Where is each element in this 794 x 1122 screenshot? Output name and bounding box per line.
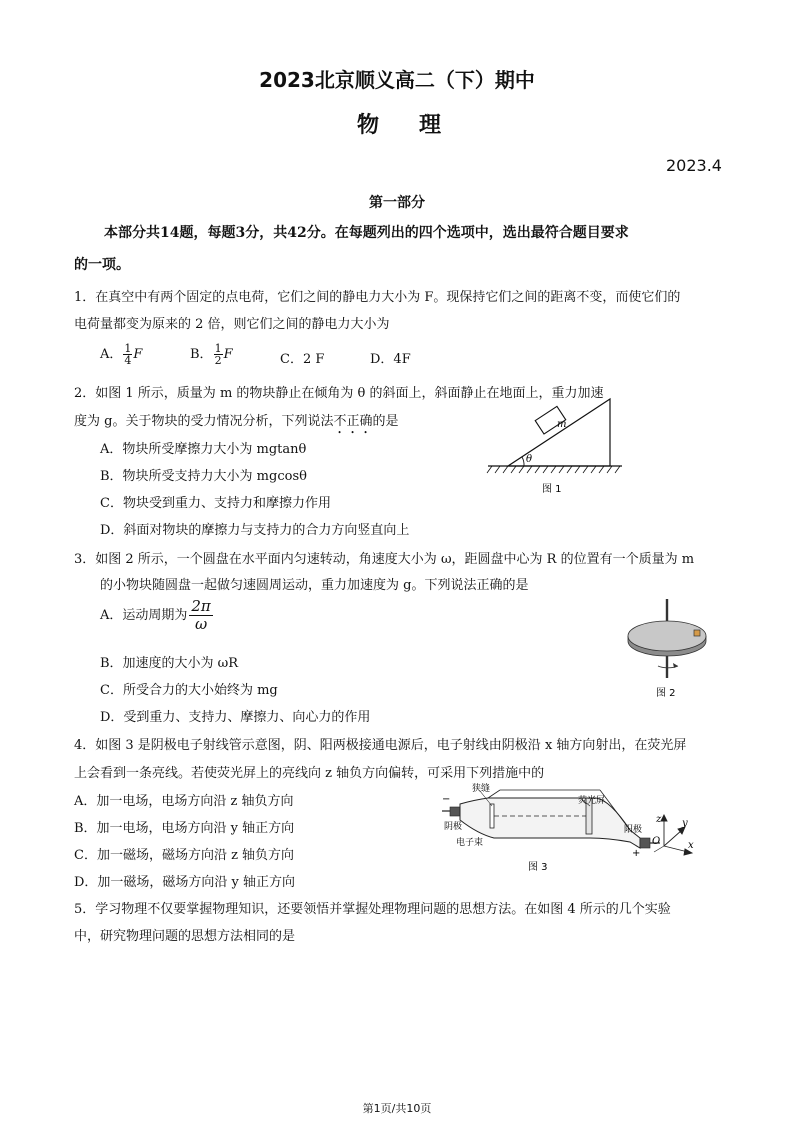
q3-option-d: D．受到重力、支持力、摩擦力、向心力的作用 — [100, 710, 371, 725]
q1-option-a-unit: F — [133, 347, 143, 362]
figure-2-caption: 图 2 — [656, 688, 676, 699]
q1-option-b-fraction — [214, 343, 223, 366]
q1-stem-line1: 1．在真空中有两个固定的点电荷，它们之间的静电力大小为 F。现保持它们之间的距离不变，而使它们的 — [74, 290, 681, 305]
figure-3-caption: 图 3 — [528, 862, 548, 873]
q1-option-a-fraction — [123, 343, 132, 366]
q4-stem-line1: 4．如图 3 是阴极电子射线管示意图，阴、阳两极接通电源后，电子射线由阴极沿 x 轴方向射出，在荧光屏 — [74, 738, 687, 753]
q2-stem-line2 — [74, 410, 399, 437]
origin-label: O — [652, 836, 661, 847]
q3-option-b: B．加速度的大小为 ωR — [100, 656, 239, 671]
q2-stem-line2-post: 的是 — [372, 414, 399, 429]
q5-stem-line1: 5．学习物理不仅要掌握物理知识，还要领悟并掌握处理物理问题的思想方法。在如图 4 所示的几个实验 — [74, 902, 671, 917]
axis-z-label: z — [656, 814, 662, 825]
q1-option-b-denominator: 2 — [214, 354, 222, 367]
angle-arc — [522, 457, 524, 466]
q3-option-a-fraction — [189, 598, 212, 633]
figure-2-disk — [622, 596, 716, 702]
q3-option-c: C．所受合力的大小始终为 mg — [100, 683, 278, 698]
label-beam: 电子束 — [456, 838, 484, 848]
q1-option-d: D．4F — [370, 352, 411, 367]
q5-stem-line2: 中，研究物理问题的思想方法相同的是 — [74, 929, 296, 944]
q2-option-c: C．物块受到重力、支持力和摩擦力作用 — [100, 496, 331, 511]
block-mass-label: m — [557, 419, 567, 430]
subject-title: 物理 — [357, 113, 482, 138]
axis-x-label: x — [688, 840, 694, 851]
label-anode: 阳极 — [624, 825, 643, 835]
figure-1-incline — [484, 396, 624, 498]
q4-option-d: D．加一磁场，磁场方向沿 y 轴正方向 — [74, 875, 296, 890]
ground-hatching — [487, 466, 622, 473]
q2-option-a: A．物块所受摩擦力大小为 mgtanθ — [100, 442, 307, 457]
q1-option-b-numerator: 1 — [214, 342, 222, 355]
label-cathode: 阴极 — [444, 822, 463, 832]
axis-y-label: y — [682, 818, 688, 829]
q2-stem-line2-emphasis: 不正确 — [333, 414, 373, 429]
q1-option-b-label: B． — [190, 347, 213, 362]
small-block — [694, 630, 700, 636]
figure-3-cathode-ray-tube — [438, 782, 710, 876]
q2-option-d: D．斜面对物块的摩擦力与支持力的合力方向竖直向上 — [100, 523, 410, 538]
section-instructions-line1: 本部分共14题，每题3分，共42分。在每题列出的四个选项中，选出最符合题目要求 — [104, 225, 629, 241]
q3-stem-line2: 的小物块随圆盘一起做匀速圆周运动，重力加速度为 g。下列说法正确的是 — [100, 578, 529, 593]
exam-title: 2023北京顺义高二（下）期中 — [259, 68, 535, 92]
q1-stem-line2: 电荷量都变为原来的 2 倍，则它们之间的静电力大小为 — [74, 317, 390, 332]
q1-option-a-label: A． — [100, 347, 123, 362]
angle-label: θ — [526, 454, 533, 465]
page-footer: 第1页/共10页 — [362, 1102, 432, 1115]
cathode-connector — [442, 807, 460, 816]
label-minus: − — [442, 794, 451, 805]
q1-option-c: C．2 F — [280, 352, 325, 367]
q1-option-a-denominator: 4 — [124, 354, 132, 367]
q4-option-c: C．加一磁场，磁场方向沿 z 轴负方向 — [74, 848, 295, 863]
section-instructions-line2: 的一项。 — [74, 257, 130, 273]
q3-stem-line1: 3．如图 2 所示，一个圆盘在水平面内匀速转动，角速度大小为 ω，距圆盘中心为 R 的位置有一个质量为 m — [74, 552, 695, 567]
q1-option-a-numerator: 1 — [124, 342, 132, 355]
figure-1-caption: 图 1 — [542, 484, 562, 495]
q3-option-a — [100, 598, 213, 633]
label-plus: + — [632, 848, 641, 859]
q4-stem-line2: 上会看到一条亮线。若使荧光屏上的亮线向 z 轴负方向偏转，可采用下列措施中的 — [74, 766, 545, 781]
q3-option-a-numerator: 2π — [191, 597, 211, 615]
q1-option-b-unit: F — [223, 347, 233, 362]
tube-body — [460, 798, 643, 848]
q1-option-b — [190, 343, 233, 366]
label-slit: 狭缝 — [472, 784, 491, 794]
label-screen: 荧光屏 — [578, 796, 606, 806]
q4-option-a: A．加一电场，电场方向沿 z 轴负方向 — [74, 794, 294, 809]
q2-stem-line2-pre: 度为 g。关于物块的受力情况分析，下列说法 — [74, 414, 334, 429]
q3-option-a-text: A．运动周期为 — [100, 608, 188, 623]
section-heading: 第一部分 — [369, 195, 425, 211]
slit-plate — [490, 804, 494, 828]
q2-option-b: B．物块所受支持力大小为 mgcosθ — [100, 469, 307, 484]
q2-stem-line1: 2．如图 1 所示，质量为 m 的物块静止在倾角为 θ 的斜面上，斜面静止在地面上，重力加速 — [74, 386, 604, 401]
q1-option-a — [100, 343, 142, 366]
q4-option-b: B．加一电场，电场方向沿 y 轴正方向 — [74, 821, 295, 836]
q3-option-a-denominator: ω — [194, 615, 208, 633]
exam-date: 2023.4 — [666, 156, 722, 175]
